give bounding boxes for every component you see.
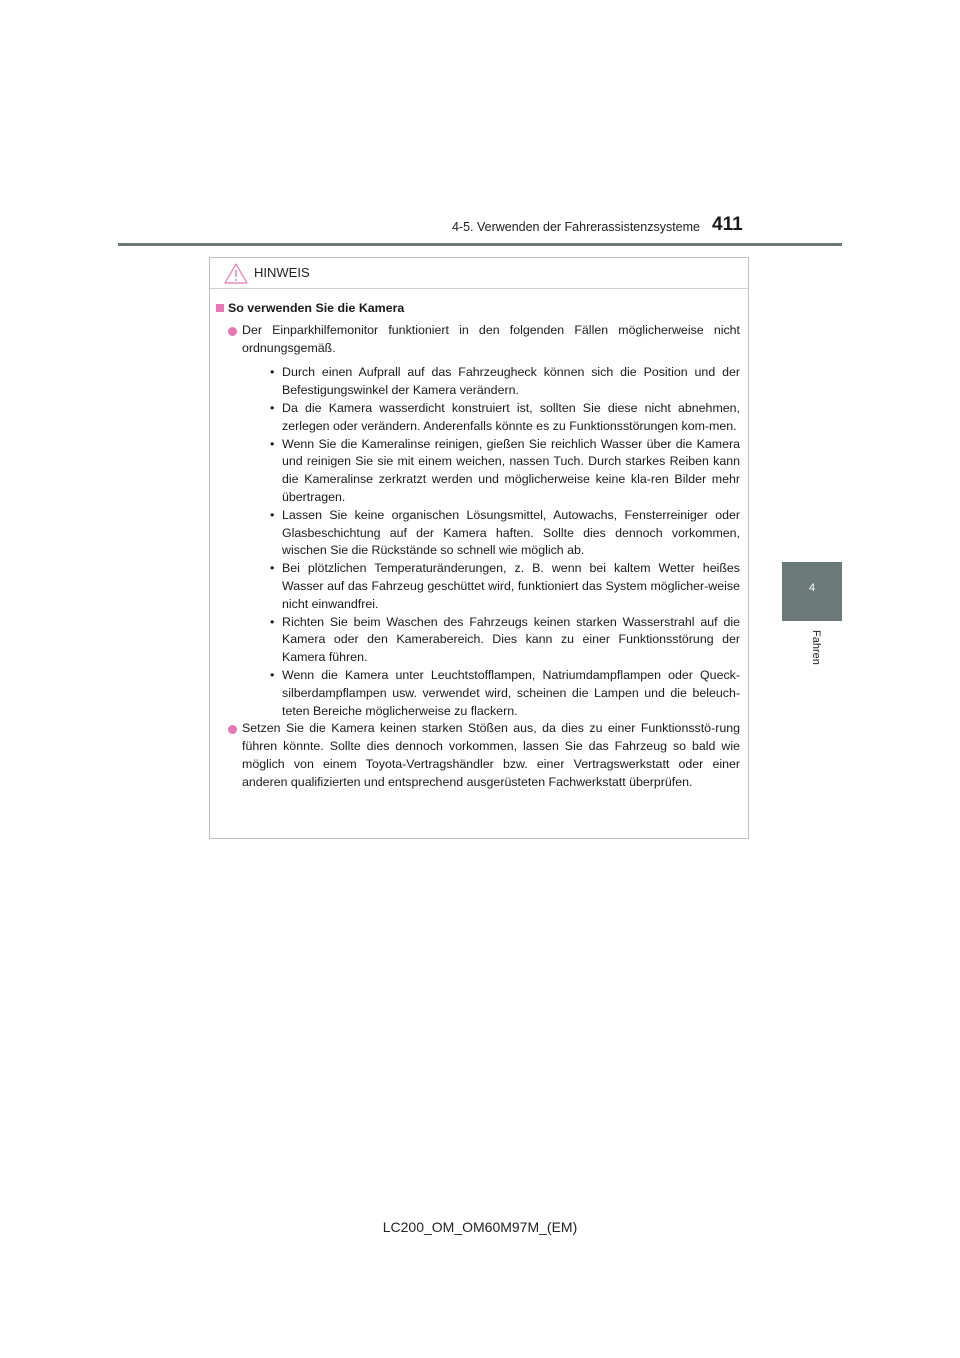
- sub-bullet-item: • Wenn die Kamera unter Leuchtstofflampen, Natriumdampflampen oder Queck-silberdampflampen usw. verwendet wird, scheinen die Lampen und die beleuch-teten Bereiche möglicherweise zu flackern.: [242, 667, 740, 720]
- notice-box: [209, 257, 749, 839]
- page-number: 411: [712, 214, 743, 235]
- notice-title: HINWEIS: [254, 265, 310, 280]
- section-title: 4-5. Verwenden der Fahrerassistenzsysteme: [451, 220, 700, 234]
- warning-triangle-icon: [224, 263, 248, 284]
- list-item: [216, 322, 740, 721]
- circle-bullet-icon: [228, 327, 237, 336]
- chapter-label: Fahren: [810, 630, 822, 665]
- sub-bullet-item: • Bei plötzlichen Temperaturänderungen, z. B. wenn bei kaltem Wetter heißes Wasser auf das Fahrzeug geschüttet wird, funktioniert das System möglicher-weise nicht einwandfrei.: [242, 560, 740, 613]
- document-code: LC200_OM_OM60M97M_(EM): [382, 1219, 578, 1235]
- sub-bullet-item: • Da die Kamera wasserdicht konstruiert ist, sollten Sie diese nicht abnehmen, zerlegen oder verändern. Anderenfalls könnte es zu Funktionsstörungen kom-men.: [242, 400, 740, 436]
- sub-bullet-item: • Lassen Sie keine organischen Lösungsmittel, Autowachs, Fensterreiniger oder Glasbeschichtung auf der Kamera haften. Sollte dies dennoch vorkommen, wischen Sie die Rückstände so schnell wie möglich ab.: [242, 507, 740, 560]
- notice-section: [216, 300, 740, 792]
- list-item-text: Der Einparkhilfemonitor funktioniert in den folgenden Fällen möglicherweise nicht ordnungsgemäß.: [242, 322, 740, 355]
- sub-bullet-list: [242, 364, 740, 720]
- header-divider: [118, 243, 842, 246]
- chapter-number: 4: [808, 582, 816, 594]
- list-item-text: Setzen Sie die Kamera keinen starken Stößen aus, da dies zu einer Funktionsstö-rung führen könnte. Sollte dies dennoch vorkommen, lassen Sie das Fahrzeug so bald wie möglich von einem Toyota-Vertragshändler bzw. einer Vertragswerkstatt oder einer anderen qualifizierten und entsprechend ausgerüsteten Fachwerkstatt überprüfen.: [242, 721, 740, 789]
- chapter-tab: [782, 562, 842, 621]
- sub-bullet-item: • Richten Sie beim Waschen des Fahrzeugs keinen starken Wasserstrahl auf die Kamera oder den Kamerabereich. Dies kann zu einer Funktionsstörung der Kamera führen.: [242, 614, 740, 667]
- section-heading: [216, 300, 740, 318]
- sub-bullet-item: • Wenn Sie die Kameralinse reinigen, gießen Sie reichlich Wasser über die Kamera und reinigen Sie sie mit einem weichen, nassen Tuch. Durch starkes Reiben kann die Kameralinse zerkratzt werden und möglicherweise keine kla-ren Bilder mehr übertragen.: [242, 436, 740, 507]
- square-bullet-icon: [216, 304, 224, 312]
- list-item: [216, 720, 740, 791]
- section-heading-text: So verwenden Sie die Kamera: [228, 301, 405, 315]
- circle-bullet-icon: [228, 725, 237, 734]
- notice-header: [210, 258, 748, 289]
- sub-bullet-item: • Durch einen Aufprall auf das Fahrzeugheck können sich die Position und der Befestigungswinkel der Kamera verändern.: [242, 364, 740, 400]
